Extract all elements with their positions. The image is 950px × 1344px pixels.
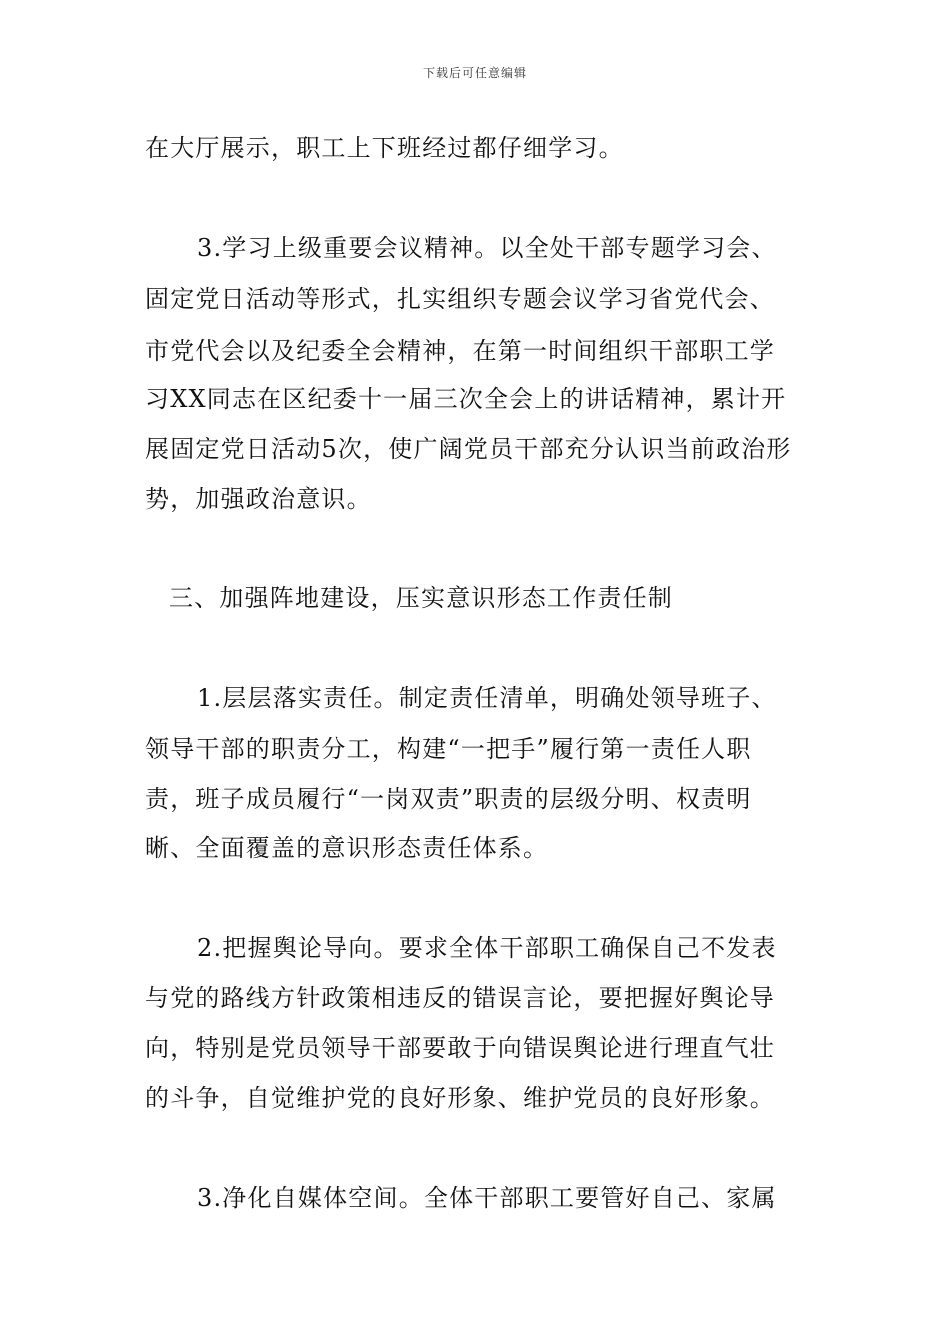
text-line: 与党的路线方针政策相违反的错误言论，要把握好舆论导 [145, 984, 775, 1012]
text-line: 固定党日活动等形式，扎实组织专题会议学习省党代会、 [145, 285, 775, 313]
text-line: 2.把握舆论导向。要求全体干部职工确保自己不发表 [197, 934, 777, 962]
text-line: 习XX同志在区纪委十一届三次全会上的讲话精神，累计开 [145, 385, 787, 413]
text-line: 市党代会以及纪委全会精神，在第一时间组织干部职工学 [145, 337, 775, 365]
header-note: 下载后可任意编辑 [422, 66, 527, 80]
text-line: 在大厅展示，职工上下班经过都仔细学习。 [145, 134, 624, 162]
text-line: 的斗争，自觉维护党的良好形象、维护党员的良好形象。 [145, 1084, 775, 1112]
text-line: 展固定党日活动5次，使广阔党员干部充分认识当前政治形 [145, 435, 792, 463]
text-line: 1.层层落实责任。制定责任清单，明确处领导班子、 [197, 684, 777, 712]
section-heading: 三、加强阵地建设，压实意识形态工作责任制 [169, 584, 673, 612]
text-line: 领导干部的职责分工，构建“一把手”履行第一责任人职 [145, 735, 752, 763]
text-line: 向，特别是党员领导干部要敢于向错误舆论进行理直气壮 [145, 1034, 775, 1062]
text-line: 3.学习上级重要会议精神。以全处干部专题学习会、 [197, 234, 777, 262]
text-line: 晰、全面覆盖的意识形态责任体系。 [145, 834, 549, 862]
text-line: 势，加强政治意识。 [145, 485, 372, 513]
text-line: 责，班子成员履行“一岗双责”职责的层级分明、权责明 [145, 785, 752, 813]
text-line: 3.净化自媒体空间。全体干部职工要管好自己、家属 [197, 1184, 777, 1212]
